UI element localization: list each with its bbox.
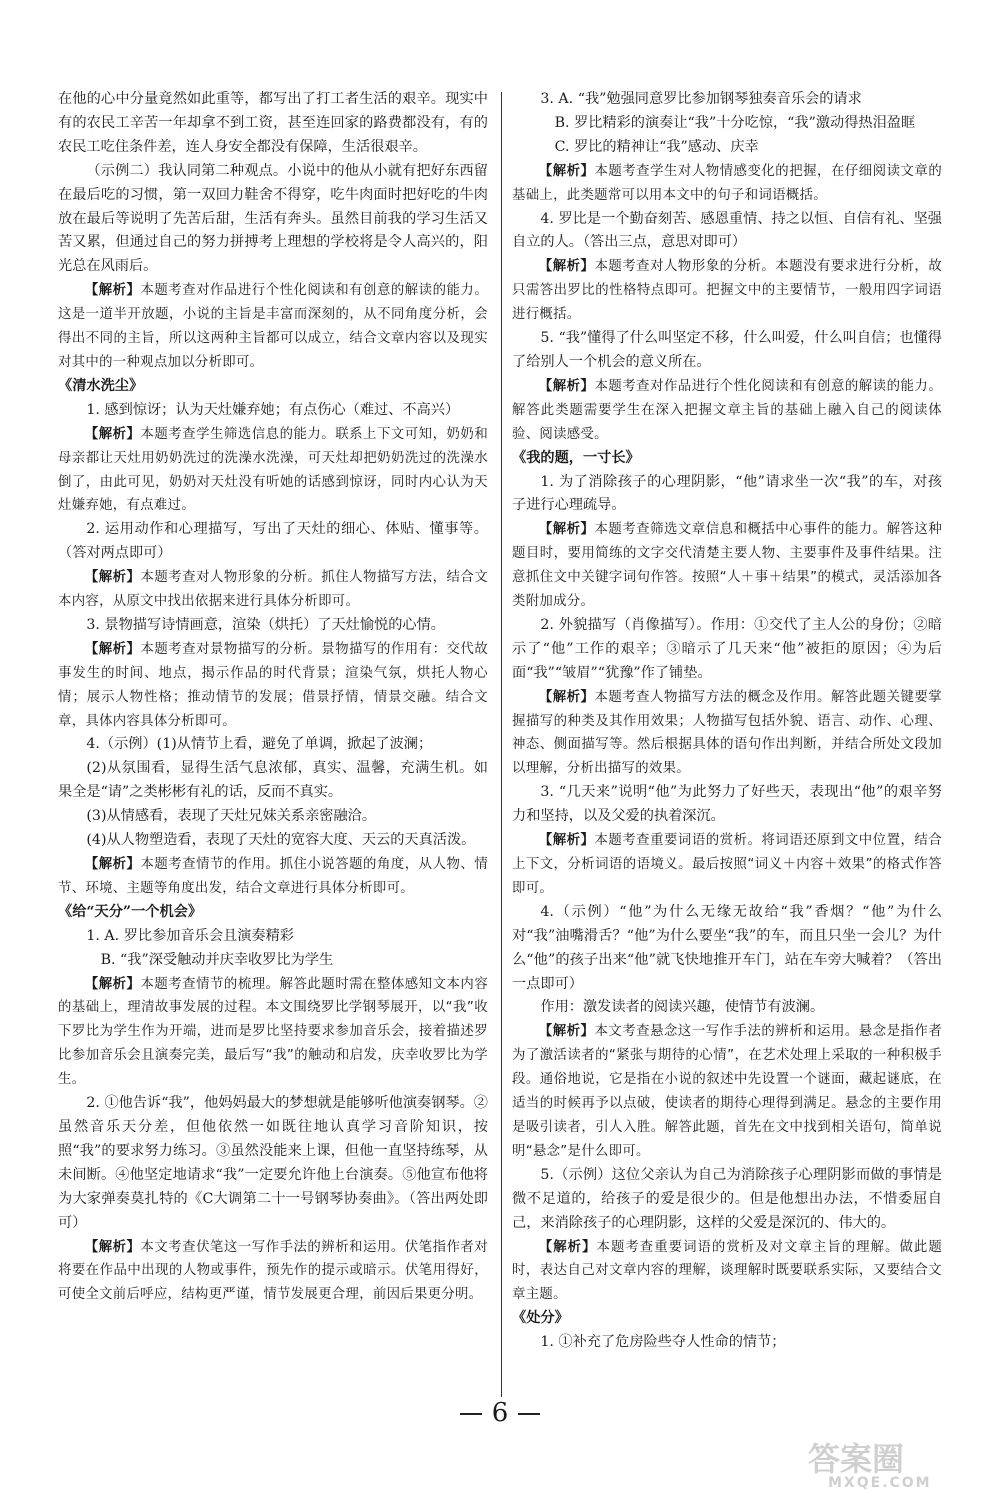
analysis-tag: 【解析】 (84, 426, 141, 442)
analysis-text: 本题考查学生筛选信息的能力。联系上下文可知，奶奶和母亲都让天灶用奶奶洗过的洗澡水洗澡，可天灶却把奶奶洗过的洗澡水倒了，由此可见，奶奶对天灶没有听她的话感到惊讶，同时内心认为天灶嫌弃她，有点难过。 (58, 426, 489, 514)
analysis-tag: 【解析】 (538, 1024, 595, 1040)
answer-paragraph: 4. 罗比是一个勤奋刻苦、感恩重情、持之以恒、自信有礼、坚强自立的人。（答出三点，意思对即可） (512, 210, 942, 251)
section-title: 《给“天分”一个机会》 (58, 903, 203, 920)
section-title: 《清水洗尘》 (58, 377, 144, 394)
analysis-tag: 【解析】 (538, 378, 595, 394)
analysis-paragraph (58, 853, 488, 901)
watermark-url: MXQE.COM (828, 1475, 932, 1490)
analysis-text: 本题考查情节的梳理。解答此题时需在整体感知文本内容的基础上，理清故事发展的过程。本文围绕罗比学钢琴展开，以“我”收下罗比为学生作为开端，进而是罗比坚持要求参加音乐会，接着描述罗比参加音乐会且演奏完美，最后写“我”的触动和启发，庆幸收罗比为学生。 (58, 976, 489, 1088)
analysis-paragraph (512, 1236, 942, 1308)
answer-paragraph: 3. A. “我”勉强同意罗比参加钢琴独奏音乐会的请求 (540, 91, 862, 107)
answer-paragraph: B. 罗比精彩的演奏让“我”十分吃惊，“我”激动得热泪盈眶 (554, 114, 916, 131)
analysis-paragraph (512, 375, 942, 447)
analysis-tag: 【解析】 (84, 976, 141, 992)
answer-paragraph: 2. 外貌描写（肖像描写）。作用：①交代了主人公的身份；②暗示了“他”工作的艰辛；③暗示了几天来“他”被拒的原因；④为后面“我”“皱眉”“犹豫”作了铺垫。 (512, 616, 942, 681)
analysis-text: 本题考查重要词语的赏析及对文章主旨的理解。做此题时，表达自己对文章内容的理解，谈理解时既要联系实际，又要结合文章主题。 (512, 1239, 943, 1303)
answer-paragraph: (2)从氛围看，显得生活气息浓郁，真实、温馨，充满生机。如果全是“请”之类彬彬有礼的话，反而不真实。 (58, 760, 488, 801)
analysis-text: 本题考查对作品进行个性化阅读和有创意的解读的能力。这是一道半开放题，小说的主旨是丰富而深刻的，从不同角度分析，会得出不同的主旨，所以这两种主旨都可以成立，结合文章内容以及现实对其中的一种观点加以分析即可。 (58, 283, 489, 370)
analysis-paragraph (512, 518, 942, 614)
answer-paragraph: 1. A. 罗比参加音乐会且演奏精彩 (86, 927, 294, 944)
analysis-paragraph (58, 279, 488, 375)
footer-dash-right (518, 1413, 540, 1415)
answer-paragraph: (4)从人物塑造看，表现了天灶的宽容大度、天云的天真活泼。 (86, 832, 476, 849)
analysis-tag: 【解析】 (84, 570, 141, 586)
answer-paragraph: 1. 为了消除孩子的心理阴影，“他”请求坐一次“我”的车，对孩子进行心理疏导。 (512, 473, 942, 514)
section-title: 《处分》 (512, 1310, 569, 1327)
analysis-tag: 【解析】 (84, 283, 141, 299)
analysis-tag: 【解析】 (84, 641, 141, 657)
right-column (512, 88, 942, 1355)
analysis-tag: 【解析】 (538, 522, 595, 538)
analysis-paragraph (58, 973, 488, 1093)
analysis-text: 本题考查对人物形象的分析。本题没有要求进行分析，故只需答出罗比的性格特点即可。把握文中的主要情节，一般用四字词语进行概括。 (512, 259, 943, 323)
analysis-tag: 【解析】 (84, 857, 141, 872)
analysis-tag: 【解析】 (84, 1239, 141, 1255)
analysis-tag: 【解析】 (538, 1239, 597, 1255)
analysis-paragraph (512, 1020, 942, 1163)
watermark-title: 答案圈 (808, 1440, 905, 1478)
answer-paragraph: (3)从情感看，表现了天灶兄妹关系亲密融洽。 (86, 808, 377, 825)
analysis-text: 本题考查重要词语的赏析。将词语还原到文中位置，结合上下文，分析词语的语境义。最后按照“词义＋内容＋效果”的格式作答即可。 (512, 833, 943, 896)
answer-paragraph: （示例二）我认同第二种观点。小说中的他从小就有把好东西留在最后吃的习惯，第一双回力鞋舍不得穿，吃牛肉面时把好吃的牛肉放在最后等说明了先苦后甜，生活有奔头。虽然目前我的学习生活又苦又累，但通过自己的努力拼搏考上理想的学校将是令人高兴的，阳光总在风雨后。 (58, 162, 488, 275)
page-footer (0, 1398, 1000, 1428)
answer-paragraph: 在他的心中分量竟然如此重等，都写出了打工者生活的艰辛。现实中有的农民工辛苦一年却拿不到工资，甚至连回家的路费都没有，有的农民工吃住条件差，连人身安全都没有保障，生活很艰辛。 (58, 91, 488, 155)
analysis-paragraph (58, 638, 488, 734)
analysis-text: 本题考查筛选文章信息和概括中心事件的能力。解答这种题目时，要用简练的文字交代清楚主要人物、主要事件及事件结果。注意抓住文中关键字词句作答。按照“人＋事＋结果”的模式，灵活添加各类附加成分。 (512, 522, 943, 610)
section-title: 《我的题，一寸长》 (512, 449, 640, 466)
analysis-text: 本文考查悬念这一写作手法的辨析和运用。悬念是指作者为了激活读者的“紧张与期待的心情”，在艺术处理上采取的一种积极手段。通俗地说，它是指在小说的叙述中先设置一个谜面，藏起谜底，在适当的时候再予以点破，使读者的期待心理得到满足。悬念的主要作用是吸引读者，引人入胜。解答此题，首先在文中找到相关语句，简单说明“悬念”是什么即可。 (512, 1024, 943, 1159)
analysis-text: 本题考查对人物形象的分析。抓住人物描写方法，结合文本内容，从原文中找出依据来进行具体分析即可。 (58, 570, 489, 610)
analysis-tag: 【解析】 (538, 163, 595, 179)
analysis-text: 本题考查人物描写方法的概念及作用。解答此题关键要掌握描写的种类及其作用效果；人物描写包括外貌、语言、动作、心理、神态、侧面描写等。然后根据具体的语句作出判断，并结合所处文段加以理解，分析出描写的效果。 (512, 689, 943, 777)
analysis-text: 本题考查情节的作用。抓住小说答题的角度，从人物、情节、环境、主题等角度出发，结合文章进行具体分析即可。 (58, 857, 489, 896)
answer-paragraph: 5. “我”懂得了什么叫坚定不移，什么叫爱，什么叫自信；也懂得了给别人一个机会的意义所在。 (512, 330, 942, 370)
analysis-text: 本题考查对作品进行个性化阅读和有创意的解读的能力。解答此类题需要学生在深入把握文章主旨的基础上融入自己的阅读体验、阅读感受。 (512, 378, 943, 442)
analysis-paragraph (58, 1236, 488, 1308)
analysis-paragraph (512, 160, 942, 208)
analysis-text: 本题考查对景物描写的分析。景物描写的作用有：交代故事发生的时间、地点，揭示作品的时代背景；渲染气氛，烘托人物心情；展示人物性格；推动情节的发展；借景抒情，情景交融。结合文章，具体内容具体分析即可。 (58, 641, 489, 729)
analysis-tag: 【解析】 (538, 833, 595, 849)
analysis-text: 本文考查伏笔这一写作手法的辨析和运用。伏笔指作者对将要在作品中出现的人物或事件，预先作的提示或暗示。伏笔用得好，可使全文前后呼应，结构更严谨，情节发展更合理，前因后果更分明。 (58, 1239, 489, 1303)
answer-paragraph: 作用：激发读者的阅读兴趣，使情节有波澜。 (540, 999, 825, 1016)
page-number: 6 (491, 1398, 509, 1428)
analysis-paragraph (58, 423, 488, 519)
analysis-tag: 【解析】 (538, 259, 595, 275)
answer-paragraph: 3. 景物描写诗情画意，渲染（烘托）了天灶愉悦的心情。 (86, 616, 445, 633)
analysis-tag: 【解析】 (538, 689, 595, 705)
left-column (58, 88, 488, 1307)
answer-paragraph: 4.（示例）(1)从情节上看，避免了单调，掀起了波澜； (86, 736, 433, 753)
footer-dash-left (460, 1413, 482, 1415)
answer-paragraph: 5.（示例）这位父亲认为自己为消除孩子心理阴影而做的事情是微不足道的，给孩子的爱是很少的。但是他想出办法，不惜委屈自己，来消除孩子的心理阴影，这样的父爱是深沉的、伟大的。 (512, 1166, 942, 1231)
analysis-paragraph (58, 566, 488, 614)
analysis-paragraph (512, 255, 942, 327)
analysis-paragraph (512, 829, 942, 901)
column-divider (501, 92, 502, 1397)
analysis-paragraph (512, 686, 942, 782)
page (58, 88, 943, 1388)
answer-paragraph: 3. “几天来”说明“他”为此努力了好些天，表现出“他”的艰辛努力和坚持，以及父爱的执着深沉。 (512, 784, 942, 825)
analysis-text: 本题考查学生对人物情感变化的把握，在仔细阅读文章的基础上，此类题常可以用本文中的句子和词语概括。 (512, 163, 943, 203)
watermark-logo (806, 1436, 994, 1490)
answer-paragraph: 1. 感到惊讶；认为天灶嫌弃她；有点伤心（难过、不高兴） (86, 401, 460, 418)
answer-paragraph: B. “我”深受触动并庆幸收罗比为学生 (100, 951, 334, 968)
watermark-graphic (806, 1436, 994, 1490)
answer-paragraph: 1. ①补充了危房险些夺人性命的情节； (540, 1334, 786, 1351)
answer-paragraph: 2. 运用动作和心理描写，写出了天灶的细心、体贴、懂事等。（答对两点即可） (58, 521, 488, 562)
answer-paragraph: 4.（示例）“他”为什么无缘无故给“我”香烟？“他”为什么对“我”油嘴滑舌？“他”为什么要坐“我”的车，而且只坐一会儿？为什么“他”的孩子出来“他”就飞快地推开车门，站在车旁大喊着？（答出一点即可） (512, 903, 942, 992)
answer-paragraph: 2. ①他告诉“我”，他妈妈最大的梦想就是能够听他演奏钢琴。②虽然音乐天分差，但他依然一如既往地认真学习音阶知识，按照“我”的要求努力练习。③虽然没能来上课，但他一直坚持练琴，从未间断。④他坚定地请求“我”一定要允许他上台演奏。⑤他宣布他将为大家弹奏莫扎特的《C大调第二十一号钢琴协奏曲》。（答出两处即可） (58, 1095, 488, 1231)
answer-paragraph: C. 罗比的精神让“我”感动、庆幸 (554, 138, 759, 155)
